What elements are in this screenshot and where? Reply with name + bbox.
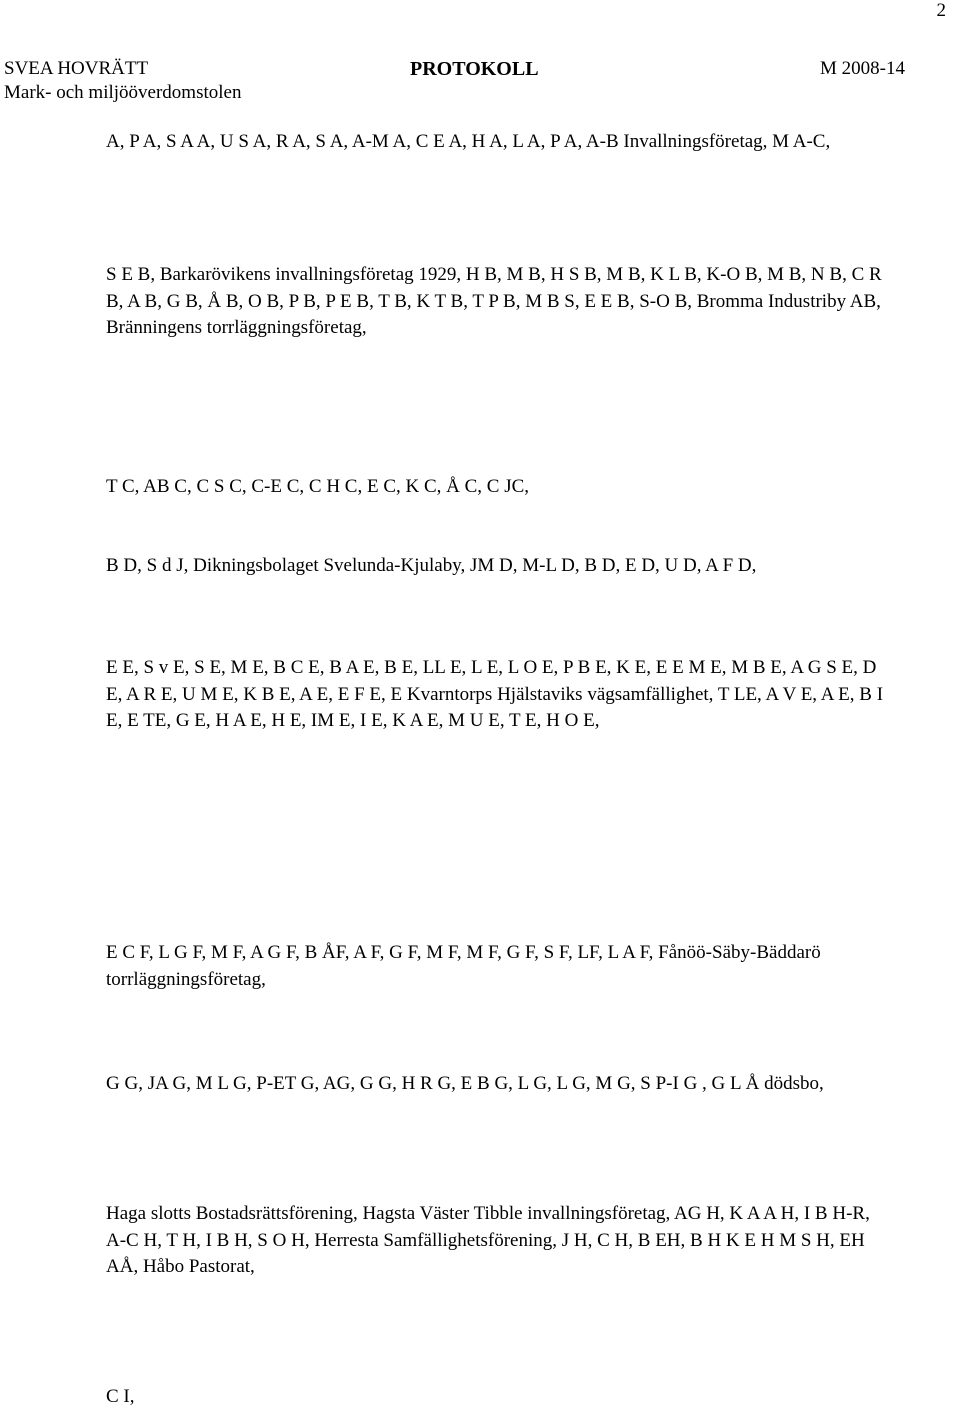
case-number: M 2008-14 [820,58,905,79]
party-paragraph-i: C I, [106,1386,135,1407]
party-paragraph-a: A, P A, S A A, U S A, R A, S A, A-M A, C E A, H A, L A, P A, A-B Invallningsföretag, M A-C, [106,131,831,152]
court-header [4,57,241,105]
party-paragraph-b: S E B, Barkarövikens invallningsföretag 1929, H B, M B, H S B, M B, K L B, K-O B, M B, N B, C R B, A B, G B, Å B, O B, P B, P E B, T B, K T B, T P B, M B S, E E B, S-O B, Bromma Industriby AB, Bränningens torrläggningsföretag, [106,264,882,338]
court-name: SVEA HOVRÄTT [4,58,149,79]
party-paragraph-d: B D, S d J, Dikningsbolaget Svelunda-Kjulaby, JM D, M-L D, B D, E D, U D, A F D, [106,555,757,576]
party-paragraph-h: Haga slotts Bostadsrättsförening, Hagsta Väster Tibble invallningsföretag, AG H, K A A H, I B H-R, A-C H, T H, I B H, S O H, Herresta Samfällighetsförening, J H, C H, B EH, B H K E H M S H, EH AÅ, Håbo Pastorat, [106,1203,870,1277]
party-paragraph-e: E E, S v E, S E, M E, B C E, B A E, B E, LL E, L E, L O E, P B E, K E, E E M E, M B E, A G S E, D E, A R E, U M E, K B E, A E, E F E, E Kvarntorps Hjälstaviks vägsamfällighet, T LE, A V E, A E, B I E, E TE, G E, H A E, H E, IM E, I E, K A E, M U E, T E, H O E, [106,657,884,731]
party-paragraph-c: T C, AB C, C S C, C-E C, C H C, E C, K C, Å C, C JC, [106,476,530,497]
party-paragraph-f: E C F, L G F, M F, A G F, B ÅF, A F, G F, M F, M F, G F, S F, LF, L A F, Fånöö-Säby-Bäddarö torrläggningsföretag, [106,942,821,990]
document-type: PROTOKOLL [410,58,539,80]
page-number: 2 [936,0,946,21]
party-paragraph-g: G G, JA G, M L G, P-ET G, AG, G G, H R G, E B G, L G, L G, M G, S P-I G , G L Å dödsbo, [106,1073,824,1094]
court-division: Mark- och miljööverdomstolen [4,82,242,103]
